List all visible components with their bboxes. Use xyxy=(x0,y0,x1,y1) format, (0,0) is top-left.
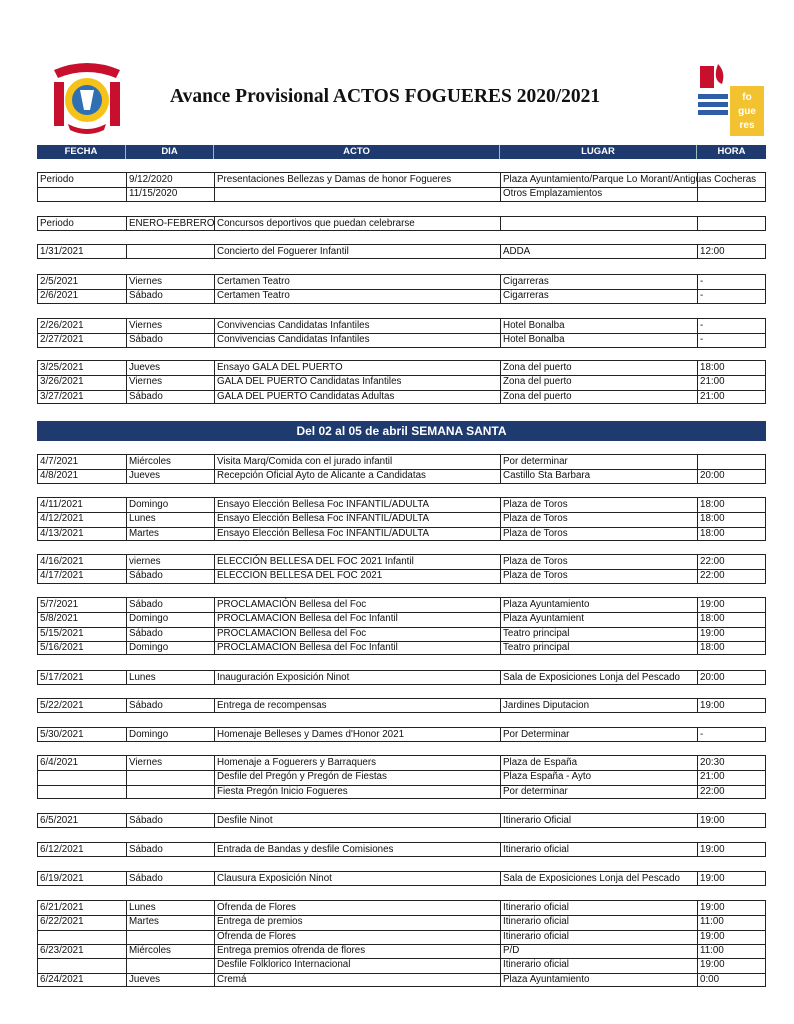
cell-dia: Sábado xyxy=(129,844,163,855)
cell-acto: Presentaciones Bellezas y Damas de honor Fogueres xyxy=(217,174,452,185)
cell-fecha: 2/6/2021 xyxy=(40,290,79,302)
cell-fecha: 4/17/2021 xyxy=(40,570,84,582)
table-row xyxy=(38,901,765,915)
event-group xyxy=(37,698,766,713)
cell-dia: Martes xyxy=(129,527,159,539)
table-row xyxy=(38,512,765,526)
cell-acto: GALA DEL PUERTO Candidatas Infantiles xyxy=(217,376,402,388)
row-divider xyxy=(38,527,765,528)
cell-lugar: Itinerario oficial xyxy=(503,959,569,971)
cell-lugar: Por Determinar xyxy=(503,729,570,740)
cell-fecha: 6/24/2021 xyxy=(40,973,84,985)
cell-lugar: Teatro principal xyxy=(503,627,570,639)
cell-hora: 20:00 xyxy=(700,672,725,683)
cell-fecha: 5/7/2021 xyxy=(40,599,79,610)
event-group xyxy=(37,318,766,348)
cell-fecha: 4/8/2021 xyxy=(40,470,79,482)
table-row xyxy=(38,289,765,303)
cell-lugar: Plaza de Toros xyxy=(503,527,568,539)
cell-lugar: Por determinar xyxy=(503,456,568,467)
cell-dia: Viernes xyxy=(129,376,163,388)
cell-acto: Certamen Teatro xyxy=(217,290,290,302)
cell-lugar: Plaza de España xyxy=(503,757,578,768)
cell-hora: 22:00 xyxy=(700,785,725,797)
cell-dia: Lunes xyxy=(129,672,156,683)
cell-acto: ELECCIÓN BELLESA DEL FOC 2021 xyxy=(217,570,383,582)
table-row xyxy=(38,217,765,231)
cell-lugar: Plaza Ayuntamiento xyxy=(503,973,590,985)
cell-dia: Domingo xyxy=(129,729,169,740)
cell-dia: Sábado xyxy=(129,627,163,639)
column-header-fecha: FECHA xyxy=(37,145,126,159)
cell-lugar: Itinerario oficial xyxy=(503,930,569,942)
cell-fecha: 5/22/2021 xyxy=(40,700,84,711)
table-row xyxy=(38,173,765,187)
cell-fecha: 4/7/2021 xyxy=(40,456,79,467)
cell-fecha: 4/11/2021 xyxy=(40,499,83,510)
cell-dia: ENERO-FEBRERO xyxy=(129,218,215,229)
cell-hora: 18:00 xyxy=(700,613,725,625)
cell-dia: Martes xyxy=(129,916,159,928)
cell-fecha: 2/5/2021 xyxy=(40,276,79,287)
table-row xyxy=(38,245,765,259)
cell-acto: Certamen Teatro xyxy=(217,276,290,287)
row-divider xyxy=(38,915,765,916)
row-divider xyxy=(38,944,765,945)
cell-lugar: Otros Emplazamientos xyxy=(503,188,603,200)
cell-acto: Inauguración Exposición Ninot xyxy=(217,672,350,683)
table-row xyxy=(38,455,765,469)
event-group xyxy=(37,497,766,541)
row-divider xyxy=(38,289,765,290)
cell-fecha: 6/23/2021 xyxy=(40,944,84,956)
event-group xyxy=(37,597,766,655)
cell-hora: 19:00 xyxy=(700,599,725,610)
row-divider xyxy=(38,390,765,391)
cell-dia: Domingo xyxy=(129,641,169,653)
cell-acto: Entrega premios ofrenda de flores xyxy=(217,944,366,956)
column-header-dia: DIA xyxy=(126,145,214,159)
row-divider xyxy=(38,627,765,628)
cell-hora: - xyxy=(700,334,704,346)
cell-dia: Sábado xyxy=(129,390,163,402)
table-row xyxy=(38,671,765,685)
cell-fecha: 6/22/2021 xyxy=(40,916,84,928)
semana-santa-banner: Del 02 al 05 de abril SEMANA SANTA xyxy=(37,421,766,441)
cell-acto: ELECCIÓN BELLESA DEL FOC 2021 Infantil xyxy=(217,556,414,567)
cell-fecha: 3/26/2021 xyxy=(40,376,84,388)
table-row xyxy=(38,627,765,641)
table-row xyxy=(38,361,765,375)
table-row xyxy=(38,973,765,987)
cell-lugar: Cigarreras xyxy=(503,276,549,287)
cell-acto: Desfile del Pregón y Pregón de Fiestas xyxy=(217,771,387,783)
cell-acto: Ofrenda de Flores xyxy=(217,930,296,942)
cell-hora: 0:00 xyxy=(700,973,720,985)
cell-hora: 11:00 xyxy=(700,916,724,928)
cell-lugar: Zona del puerto xyxy=(503,376,572,388)
table-row xyxy=(38,319,765,333)
row-divider xyxy=(38,612,765,613)
row-divider xyxy=(38,187,765,188)
table-header xyxy=(37,145,766,159)
table-row xyxy=(38,469,765,483)
cell-lugar: Jardines Diputacion xyxy=(503,700,590,711)
table-row xyxy=(38,187,765,201)
cell-acto: Clausura Exposición Ninot xyxy=(217,873,332,884)
cell-hora: 18:00 xyxy=(700,499,725,510)
row-divider xyxy=(38,512,765,513)
row-divider xyxy=(38,333,765,334)
cell-dia: 11/15/2020 xyxy=(129,188,178,200)
cell-dia: viernes xyxy=(129,556,161,567)
cell-fecha: Periodo xyxy=(40,218,74,229)
row-divider xyxy=(38,770,765,771)
table-row xyxy=(38,275,765,289)
cell-lugar: Zona del puerto xyxy=(503,390,572,402)
cell-lugar: Itinerario oficial xyxy=(503,916,569,928)
cell-fecha: 6/4/2021 xyxy=(40,757,79,768)
cell-hora: 18:00 xyxy=(700,641,725,653)
cell-acto: Convivencias Candidatas Infantiles xyxy=(217,320,370,331)
cell-dia: Domingo xyxy=(129,613,169,625)
cell-fecha: 5/16/2021 xyxy=(40,641,84,653)
event-group xyxy=(37,172,766,202)
cell-acto: Ensayo GALA DEL PUERTO xyxy=(217,362,343,373)
cell-fecha: 4/13/2021 xyxy=(40,527,84,539)
cell-hora: 12:00 xyxy=(700,246,725,257)
cell-fecha: 4/12/2021 xyxy=(40,513,84,525)
table-row xyxy=(38,333,765,347)
cell-acto: Ensayo Elección Bellesa Foc INFANTIL/ADULTA xyxy=(217,527,429,539)
cell-fecha: 4/16/2021 xyxy=(40,556,84,567)
cell-lugar: Plaza de Toros xyxy=(503,499,568,510)
cell-fecha: 6/21/2021 xyxy=(40,902,84,913)
cell-lugar: Hotel Bonalba xyxy=(503,320,565,331)
svg-text:gue: gue xyxy=(738,106,756,117)
event-group xyxy=(37,842,766,857)
event-group xyxy=(37,554,766,584)
event-group xyxy=(37,900,766,987)
table-row xyxy=(38,930,765,944)
cell-dia: Sábado xyxy=(129,599,163,610)
cell-dia: Sábado xyxy=(129,700,163,711)
row-divider xyxy=(38,930,765,931)
table-row xyxy=(38,944,765,958)
table-row xyxy=(38,699,765,713)
cell-lugar: Por determinar xyxy=(503,785,568,797)
cell-acto: Entrega de recompensas xyxy=(217,700,327,711)
cell-acto: Ensayo Elección Bellesa Foc INFANTIL/ADULTA xyxy=(217,513,429,525)
cell-acto: Recepción Oficial Ayto de Alicante a Candidatas xyxy=(217,470,426,482)
cell-fecha: 6/5/2021 xyxy=(40,815,79,826)
cell-lugar: Itinerario oficial xyxy=(503,844,569,855)
table-row xyxy=(38,814,765,828)
cell-dia: Jueves xyxy=(129,973,161,985)
cell-hora: 20:00 xyxy=(700,470,725,482)
cell-fecha: 5/17/2021 xyxy=(40,672,84,683)
cell-lugar: Zona del puerto xyxy=(503,362,572,373)
cell-fecha: 2/27/2021 xyxy=(40,334,84,346)
cell-hora: 21:00 xyxy=(700,376,725,388)
cell-lugar: Cigarreras xyxy=(503,290,549,302)
cell-dia: Sábado xyxy=(129,290,163,302)
cell-hora: 19:00 xyxy=(700,873,725,884)
table-row xyxy=(38,612,765,626)
row-divider xyxy=(38,469,765,470)
cell-fecha: Periodo xyxy=(40,174,74,185)
cell-dia: Miércoles xyxy=(129,944,171,956)
cell-dia: Sábado xyxy=(129,570,163,582)
table-row xyxy=(38,872,765,886)
cell-hora: 18:00 xyxy=(700,513,725,525)
cell-dia: Miércoles xyxy=(129,456,171,467)
cell-lugar: Sala de Exposiciones Lonja del Pescado xyxy=(503,873,681,884)
cell-acto: Fiesta Pregón Inicio Fogueres xyxy=(217,785,348,797)
cell-acto: Homenaje a Foguerers y Barraquers xyxy=(217,757,377,768)
cell-hora: - xyxy=(700,276,704,287)
cell-lugar: Plaza España - Ayto xyxy=(503,771,592,783)
cell-hora: 18:00 xyxy=(700,527,725,539)
cell-acto: Desfile Folklorico Internacional xyxy=(217,959,351,971)
cell-hora: 19:00 xyxy=(700,959,725,971)
cell-acto: Convivencias Candidatas Infantiles xyxy=(217,334,370,346)
cell-acto: PROCLAMACIÓN Bellesa del Foc Infantil xyxy=(217,641,398,653)
cell-lugar: Itinerario Oficial xyxy=(503,815,572,826)
table-row xyxy=(38,843,765,857)
cell-dia: Viernes xyxy=(129,757,163,768)
cell-hora: 19:00 xyxy=(700,844,725,855)
table-row xyxy=(38,770,765,784)
table-row xyxy=(38,390,765,404)
column-header-hora: HORA xyxy=(717,146,746,157)
cell-lugar: Plaza de Toros xyxy=(503,513,568,525)
table-row xyxy=(38,555,765,569)
cell-acto: Ofrenda de Flores xyxy=(217,902,296,913)
cell-lugar: Plaza de Toros xyxy=(503,570,568,582)
cell-lugar: Plaza de Toros xyxy=(503,556,568,567)
cell-hora: 19:00 xyxy=(700,627,725,639)
cell-lugar: Castillo Sta Barbara xyxy=(503,470,591,482)
cell-dia: Sábado xyxy=(129,873,163,884)
cell-hora: - xyxy=(700,320,704,331)
cell-dia: Sábado xyxy=(129,334,163,346)
table-row xyxy=(38,785,765,799)
cell-acto: PROCLAMACIÓN Bellesa del Foc Infantil xyxy=(217,613,398,625)
cell-lugar: Plaza Ayuntamient xyxy=(503,613,584,625)
cell-lugar: ADDA xyxy=(503,246,531,257)
row-divider xyxy=(38,973,765,974)
table-row xyxy=(38,915,765,929)
cell-acto: Homenaje Belleses y Dames d'Honor 2021 xyxy=(217,729,405,740)
table-row xyxy=(38,641,765,655)
cell-fecha: 3/25/2021 xyxy=(40,362,84,373)
cell-hora: 18:00 xyxy=(700,362,725,373)
cell-fecha: 5/8/2021 xyxy=(40,613,79,625)
event-group xyxy=(37,670,766,685)
table-row xyxy=(38,375,765,389)
cell-dia: Lunes xyxy=(129,902,156,913)
cell-hora: 22:00 xyxy=(700,556,725,567)
event-group xyxy=(37,727,766,742)
table-row xyxy=(38,756,765,770)
cell-acto: GALA DEL PUERTO Candidatas Adultas xyxy=(217,390,395,402)
fogueres-logo-icon xyxy=(696,60,766,138)
cell-fecha: 5/30/2021 xyxy=(40,729,84,740)
cell-hora: 20:30 xyxy=(700,757,725,768)
event-group xyxy=(37,216,766,231)
column-header-lugar: LUGAR xyxy=(500,145,697,159)
cell-dia: 9/12/2020 xyxy=(129,174,173,185)
table-row xyxy=(38,598,765,612)
cell-hora: 11:00 xyxy=(700,944,724,956)
table-row xyxy=(38,728,765,742)
cell-hora: - xyxy=(700,290,704,302)
cell-acto: Entrada de Bandas y desfile Comisiones xyxy=(217,844,394,855)
cell-dia: Viernes xyxy=(129,276,163,287)
event-group xyxy=(37,360,766,404)
event-group xyxy=(37,871,766,886)
cell-hora: 22:00 xyxy=(700,570,725,582)
column-header-acto: ACTO xyxy=(214,145,500,159)
table-row xyxy=(38,958,765,972)
cell-hora: - xyxy=(700,729,704,740)
cell-dia: Jueves xyxy=(129,362,161,373)
cell-hora: 19:00 xyxy=(700,930,725,942)
cell-acto: Entrega de premios xyxy=(217,916,303,928)
page-title: Avance Provisional ACTOS FOGUERES 2020/2021 xyxy=(170,86,601,107)
cell-dia: Viernes xyxy=(129,320,163,331)
table-row xyxy=(38,527,765,541)
event-group xyxy=(37,454,766,484)
cell-dia: Sábado xyxy=(129,815,163,826)
cell-lugar: Hotel Bonalba xyxy=(503,334,565,346)
cell-hora: 19:00 xyxy=(700,700,725,711)
cell-lugar: Plaza Ayuntamiento/Parque Lo Morant/Antiguas Cocheras xyxy=(503,174,757,185)
cell-acto: Visita Marq/Comida con el jurado infantil xyxy=(217,456,393,467)
row-divider xyxy=(38,958,765,959)
cell-acto: Ensayo Elección Bellesa Foc INFANTIL/ADULTA xyxy=(217,499,429,510)
event-group xyxy=(37,274,766,304)
cell-lugar: Sala de Exposiciones Lonja del Pescado xyxy=(503,672,681,683)
cell-hora: 21:00 xyxy=(700,771,725,783)
cell-fecha: 2/26/2021 xyxy=(40,320,84,331)
row-divider xyxy=(38,785,765,786)
cell-lugar: Teatro principal xyxy=(503,641,570,653)
cell-dia: Domingo xyxy=(129,499,169,510)
cell-lugar: P/D xyxy=(503,944,520,956)
cell-fecha: 1/31/2021 xyxy=(40,246,84,257)
row-divider xyxy=(38,641,765,642)
cell-acto: PROCLAMACIÓN Bellesa del Foc xyxy=(217,599,367,610)
cell-acto: PROCLAMACIÓN Bellesa del Foc xyxy=(217,627,367,639)
cell-acto: Desfile Ninot xyxy=(217,815,273,826)
cell-lugar: Plaza Ayuntamiento xyxy=(503,599,590,610)
cell-hora: 19:00 xyxy=(700,815,725,826)
svg-text:res: res xyxy=(739,120,755,131)
hogueras-logo-icon xyxy=(44,56,130,140)
cell-fecha: 6/19/2021 xyxy=(40,873,84,884)
row-divider xyxy=(38,569,765,570)
row-divider xyxy=(38,375,765,376)
event-group xyxy=(37,813,766,828)
svg-text:fo: fo xyxy=(742,92,752,103)
event-group xyxy=(37,244,766,259)
event-group xyxy=(37,755,766,799)
cell-acto: Cremá xyxy=(217,973,247,985)
cell-fecha: 3/27/2021 xyxy=(40,390,84,402)
table-row xyxy=(38,569,765,583)
cell-lugar: Itinerario oficial xyxy=(503,902,569,913)
cell-acto: Concursos deportivos que puedan celebrarse xyxy=(217,218,415,229)
cell-acto: Concierto del Foguerer Infantil xyxy=(217,246,349,257)
cell-dia: Lunes xyxy=(129,513,156,525)
table-row xyxy=(38,498,765,512)
cell-dia: Jueves xyxy=(129,470,161,482)
cell-hora: 21:00 xyxy=(700,390,725,402)
cell-fecha: 6/12/2021 xyxy=(40,844,84,855)
cell-fecha: 5/15/2021 xyxy=(40,627,84,639)
cell-hora: 19:00 xyxy=(700,902,725,913)
